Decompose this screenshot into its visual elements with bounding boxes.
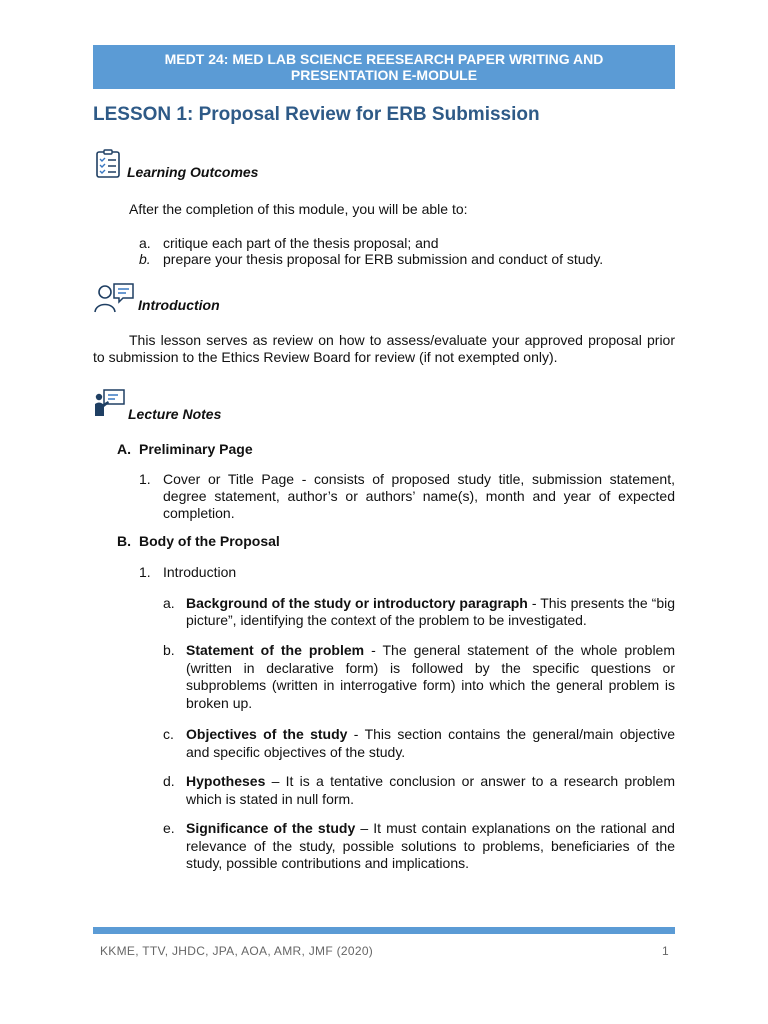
subitem-separator: – <box>265 773 286 789</box>
subitem-separator: - <box>364 642 383 658</box>
subitem-marker: d. <box>163 773 175 789</box>
subitem-text: It must contain explanations on the rational and relevance of the study, possible solutions to problems, beneficiaries of the study, possible contributions and implications. <box>186 820 675 872</box>
subitem-background <box>186 595 675 629</box>
introduction-label: Introduction <box>138 297 220 313</box>
subitem-marker: b. <box>163 642 175 658</box>
introduction-paragraph <box>93 332 675 366</box>
section-b-title: Body of the Proposal <box>139 533 280 549</box>
subitem-marker: e. <box>163 820 175 836</box>
subitem-term: Background of the study or introductory paragraph <box>186 595 528 611</box>
teacher-board-icon <box>94 389 126 417</box>
lesson-title: LESSON 1: Proposal Review for ERB Submission <box>93 104 540 125</box>
subitem-significance <box>186 820 675 873</box>
subitem-statement-of-problem <box>186 642 675 713</box>
checklist-icon <box>95 149 123 179</box>
subitem-term: Objectives of the study <box>186 726 348 742</box>
footer-authors: KKME, TTV, JHDC, JPA, AOA, AMR, JMF (2020) <box>100 944 374 958</box>
subitem-text: The general statement of the whole problem (written in declarative form) is followed by the specific questions or subproblems (written in interrogative form) into which the general problem is broken up. <box>186 642 676 712</box>
footer-divider <box>93 927 675 934</box>
subitem-separator: - <box>347 726 365 742</box>
section-a-marker: A. <box>117 441 131 457</box>
subitem-separator: - <box>527 595 541 611</box>
subitem-marker: a. <box>163 595 175 611</box>
header-banner <box>93 45 675 89</box>
outcome-item: prepare your thesis proposal for ERB submission and conduct of study. <box>163 251 604 267</box>
subitem-text: It is a tentative conclusion or answer to a research problem which is stated in null form. <box>186 773 675 807</box>
page-number: 1 <box>662 944 669 958</box>
outcome-marker: a. <box>139 235 151 251</box>
section-b-item-marker: 1. <box>139 564 151 580</box>
subitem-marker: c. <box>163 726 174 742</box>
section-a-title: Preliminary Page <box>139 441 253 457</box>
learning-outcomes-label: Learning Outcomes <box>127 164 259 180</box>
person-speech-icon <box>94 282 136 314</box>
subitem-hypotheses <box>186 773 675 808</box>
subitem-objectives <box>186 726 675 761</box>
banner-line-1: MEDT 24: MED LAB SCIENCE REESEARCH PAPER WRITING AND <box>164 51 604 67</box>
lecture-notes-label: Lecture Notes <box>128 406 222 422</box>
subitem-text: This presents the “big picture”, identifying the context of the problem to be investigated. <box>186 595 675 628</box>
outcome-item: critique each part of the thesis proposal; and <box>163 235 439 251</box>
cover-page-description: Cover or Title Page - consists of proposed study title, submission statement, degree statement, author’s or authors’ name(s), month and year of expected completion. <box>163 471 675 521</box>
subitem-term: Hypotheses <box>186 773 266 789</box>
subitem-separator: – <box>355 820 374 836</box>
outcome-marker: b. <box>139 251 151 267</box>
subitem-text: This section contains the general/main objective and specific objectives of the study. <box>186 726 675 760</box>
banner-line-2: PRESENTATION E-MODULE <box>290 67 478 83</box>
section-a-item-marker: 1. <box>139 471 151 487</box>
outcomes-intro: After the completion of this module, you will be able to: <box>129 201 468 217</box>
introduction-text: This lesson serves as review on how to assess/evaluate your approved proposal prior to submission to the Ethics Review Board for review (if not exempted only). <box>93 332 675 365</box>
subitem-term: Significance of the study <box>186 820 356 836</box>
section-b-item-introduction: Introduction <box>163 564 237 580</box>
section-b-marker: B. <box>117 533 131 549</box>
subitem-term: Statement of the problem <box>186 642 365 658</box>
